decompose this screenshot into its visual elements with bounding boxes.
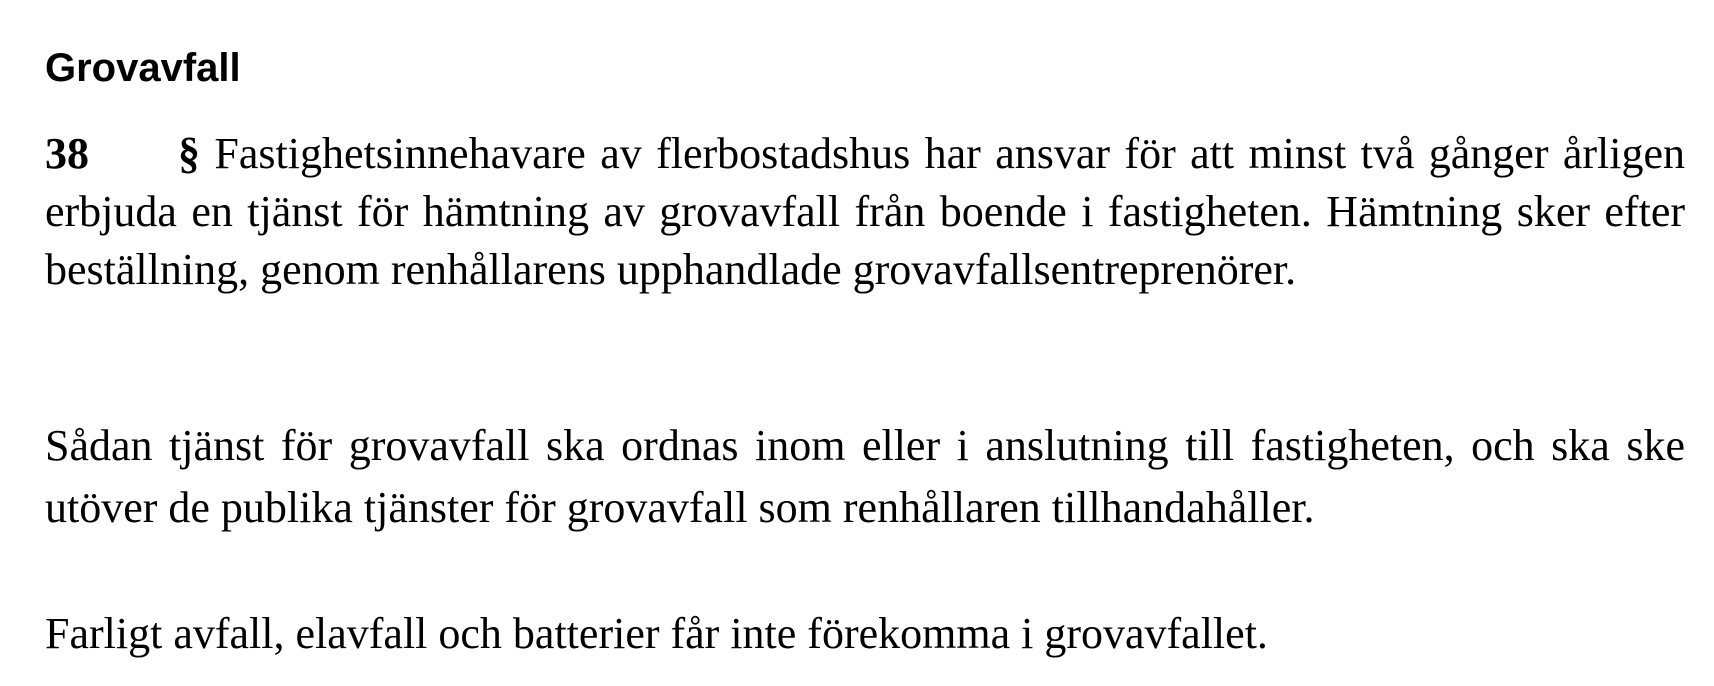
paragraph-3: Farligt avfall, elavfall och batterier får inte förekomma i grovavfallet.	[45, 609, 1268, 658]
paragraph-38	[45, 125, 1685, 299]
section-number: 38	[45, 129, 89, 178]
document-page	[45, 0, 1685, 686]
section-sign: §	[178, 129, 200, 178]
section-heading: Grovavfall	[45, 46, 241, 90]
paragraph-2: Sådan tjänst för grovavfall ska ordnas inom eller i anslutning till fastigheten, och ska ske utöver de publika tjänster för grovavfall som renhållaren tillhandahåller.	[45, 421, 1685, 532]
section-text: Fastighetsinnehavare av flerbostadshus har ansvar för att minst två gånger årligen erbjuda en tjänst för hämtning av grovavfall från boende i fastigheten. Hämtning sker efter beställning, genom renhållarens upphandlade grovavfallsentreprenörer.	[45, 129, 1685, 294]
